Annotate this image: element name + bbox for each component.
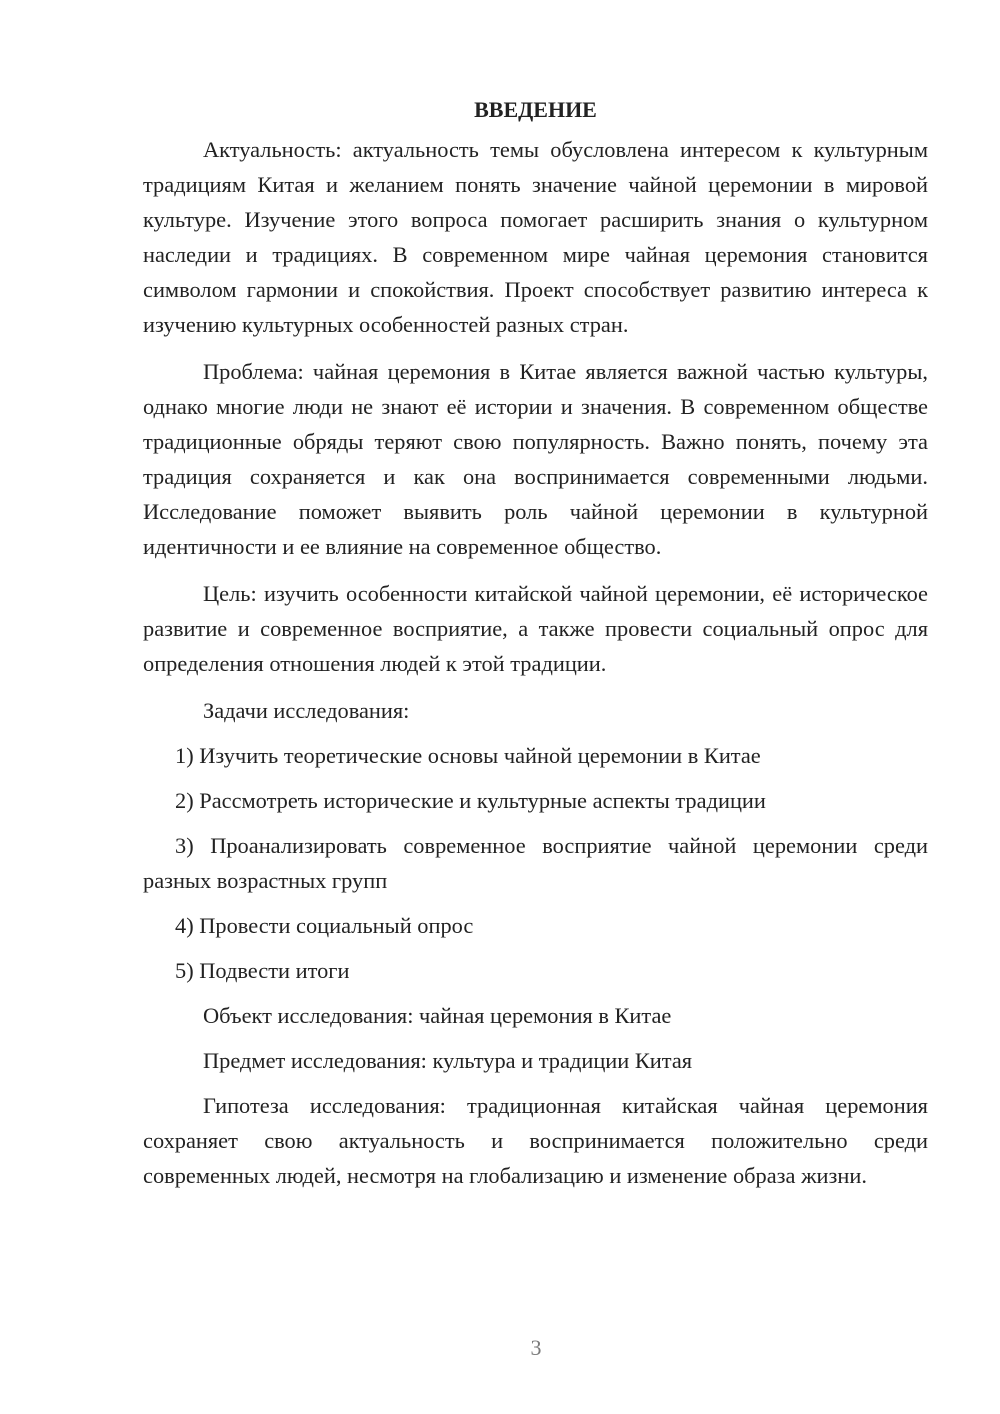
tasks-list (143, 738, 928, 988)
tasks-heading: Задачи исследования: (203, 698, 410, 723)
task-item-5: 5) Подвести итоги (175, 958, 350, 983)
page-number: 3 (530, 1335, 542, 1360)
task-item-4: 4) Провести социальный опрос (175, 913, 474, 938)
task-item-1: 1) Изучить теоретические основы чайной церемонии в Китае (175, 743, 761, 768)
goal-paragraph: Цель: изучить особенности китайской чайной церемонии, её историческое развитие и современное восприятие, а также провести социальный опрос для определения отношения людей к этой традиции. (143, 581, 928, 676)
task-item-2: 2) Рассмотреть исторические и культурные аспекты традиции (175, 788, 766, 813)
relevance-paragraph: Актуальность: актуальность темы обусловлена интересом к культурным традициям Китая и желанием понять значение чайной церемонии в мировой культуре. Изучение этого вопроса помогает расширить знания о культурном наследии и традициях. В современном мире чайная церемония становится символом гармонии и спокойствия. Проект способствует развитию интереса к изучению культурных особенностей разных стран. (143, 137, 928, 337)
research-object: Объект исследования: чайная церемония в Китае (203, 1003, 672, 1028)
page-title: ВВЕДЕНИЕ (474, 97, 597, 122)
research-hypothesis: Гипотеза исследования: традиционная китайская чайная церемония сохраняет свою актуальность и воспринимается положительно среди современных людей, несмотря на глобализацию и изменение образа жизни. (143, 1093, 928, 1188)
problem-paragraph: Проблема: чайная церемония в Китае является важной частью культуры, однако многие люди не знают её истории и значения. В современном обществе традиционные обряды теряют свою популярность. Важно понять, почему эта традиция сохраняется и как она воспринимается современными людьми. Исследование поможет выявить роль чайной церемонии в культурной идентичности и ее влияние на современное общество. (143, 359, 928, 559)
task-item-3: 3) Проанализировать современное восприятие чайной церемонии среди разных возрастных групп (143, 833, 928, 893)
research-subject: Предмет исследования: культура и традиции Китая (203, 1048, 693, 1073)
page-content (143, 92, 928, 1193)
